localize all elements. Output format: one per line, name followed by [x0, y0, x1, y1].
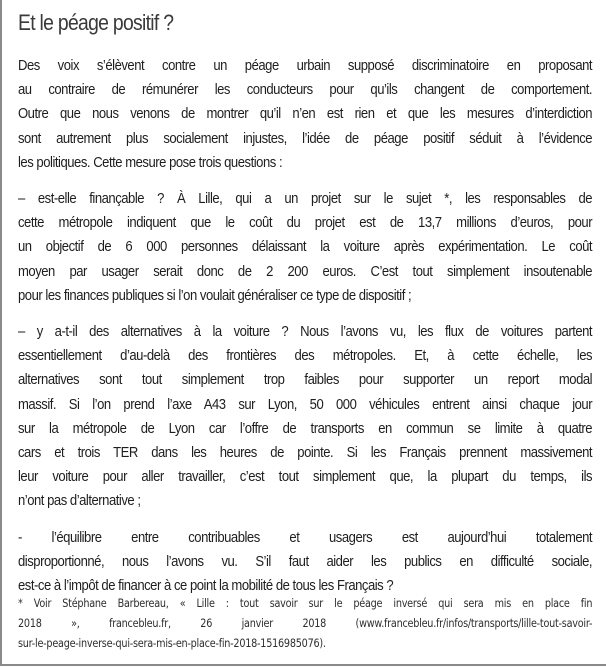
text-line: essentiellement d’au-delà des frontières des métropoles. Et, à cette échelle, les [18, 347, 593, 365]
article-body [18, 54, 592, 610]
footnote-line: 2018 », francebleu.fr, 26 janvier 2018 (www.francebleu.fr/infos/transports/lille-tout-savoir- [18, 616, 593, 630]
text-line: massif. Si l’on prend l’axe A43 sur Lyon, 50 000 véhicules entrent ainsi chaque jour [18, 395, 593, 413]
text-line: – est-elle finançable ? À Lille, qui a un projet sur le sujet *, les responsables de [18, 190, 593, 208]
text-line: cars et trois TER dans les heures de pointe. Si les Français prennent massivement [18, 444, 593, 462]
text-line: – y a-t-il des alternatives à la voiture ? Nous l’avons vu, les flux de voitures partent [18, 323, 593, 341]
text-line: leur voiture pour aller travailler, c’est tout simplement que, la plupart du temps, ils [18, 468, 593, 486]
footnote-line: sur-le-peage-inverse-qui-sera-mis-en-place-fin-2018-1516985076). [18, 636, 326, 650]
text-line: cette métropole indiquent que le coût du projet est de 13,7 millions d’euros, pour [18, 214, 593, 232]
text-line: les politiques. Cette mesure pose trois questions : [18, 153, 283, 171]
footnote [18, 593, 592, 653]
text-line: pour les finances publiques si l’on voulait généraliser ce type de dispositif ; [18, 286, 412, 304]
text-line: moyen par usager serait donc de 2 200 euros. C’est tout simplement insoutenable [18, 262, 593, 280]
text-line: disproportionné, nous l’avons vu. S’il faut aider les publics en difficulté sociale, [18, 552, 593, 570]
text-line: alternatives sont tout simplement trop faibles pour supporter un report modal [18, 371, 593, 389]
text-line: sur la métropole de Lyon car l’offre de transports en commun se limite à quatre [18, 419, 593, 437]
text-line: au contraire de rémunérer les conducteurs pour qu’ils changent de comportement. [18, 81, 593, 99]
text-line: Outre que nous venons de montrer qu’il n’en est rien et que les mesures d’interdiction [18, 105, 593, 123]
text-line: un objectif de 6 000 personnes délaissant la voiture après expérimentation. Le coût [18, 238, 593, 256]
paragraph-question-alternatives [18, 320, 592, 514]
text-line: est-ce à l’impôt de financer à ce point la mobilité de tous les Français ? [18, 577, 394, 595]
article-title: Et le péage positif ? [18, 10, 174, 35]
text-line: n’ont pas d’alternative ; [18, 492, 141, 510]
text-line: - l’équilibre entre contribuables et usagers est aujourd’hui totalement [18, 528, 593, 546]
paragraph-intro [18, 54, 592, 175]
paragraph-question-financing [18, 187, 592, 308]
text-line: sont autrement plus socialement injustes, l’idée de péage positif séduit à l’évidence [18, 129, 593, 147]
footnote-line: * Voir Stéphane Barbereau, « Lille : tout savoir sur le péage inversé qui sera mis en place fin [18, 596, 593, 610]
paragraph-question-balance [18, 526, 592, 599]
text-line: Des voix s’élèvent contre un péage urbain supposé discriminatoire en proposant [18, 57, 593, 74]
